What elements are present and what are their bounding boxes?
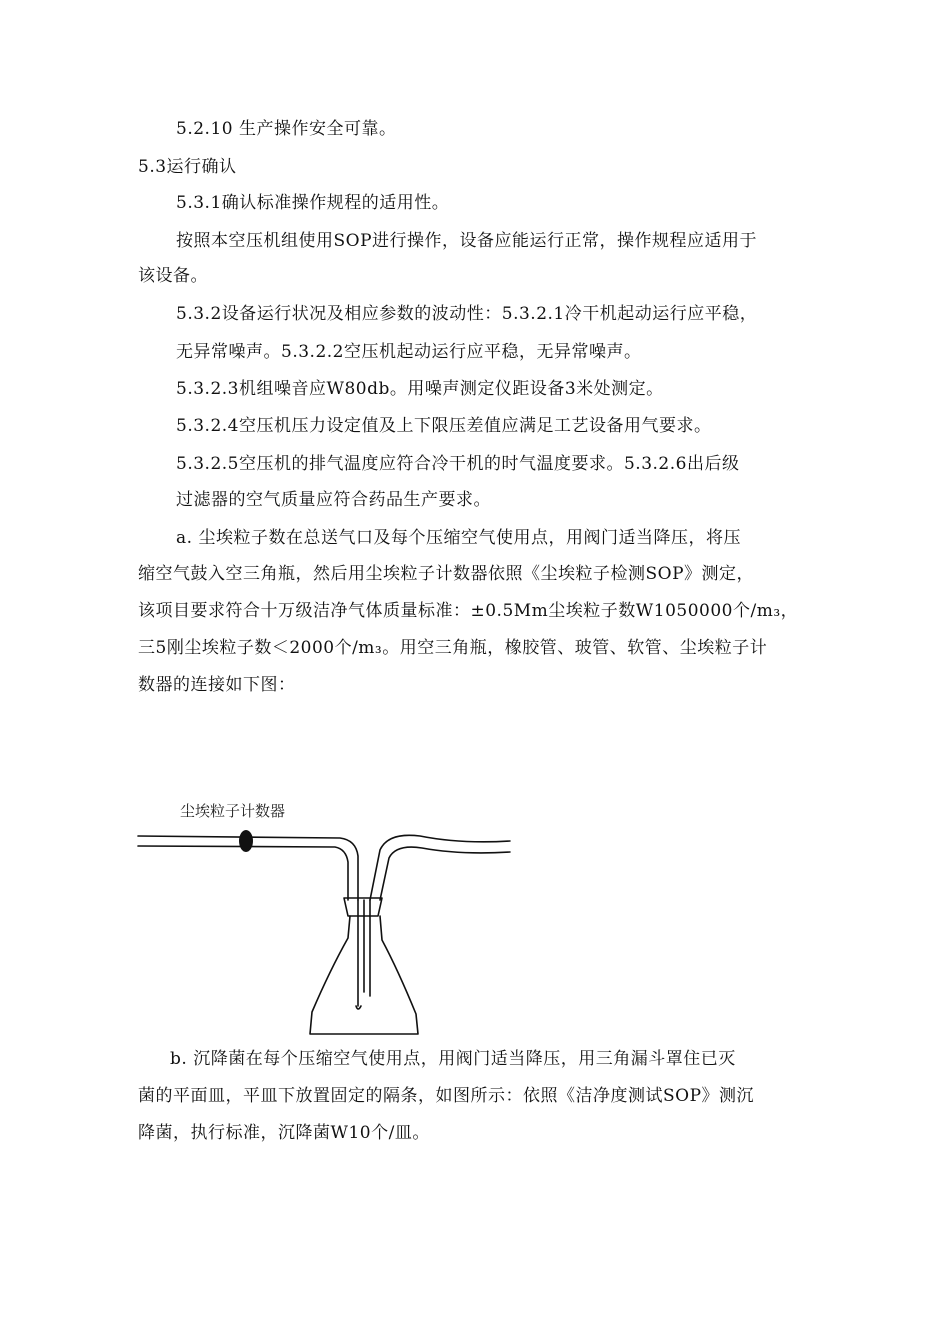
text-line: 无异常噪声。5.3.2.2空压机起动运行应平稳，无异常噪声。 bbox=[176, 342, 642, 362]
right-hose-outer bbox=[370, 835, 510, 900]
diagram-label: 尘埃粒子计数器 bbox=[180, 802, 286, 820]
stopper bbox=[344, 898, 382, 916]
text-line: 菌的平面皿，平皿下放置固定的隔条，如图所示：依照《洁净度测试SOP》测沉 bbox=[138, 1086, 755, 1106]
text-line: 该项目要求符合十万级洁净气体质量标准：±0.5Mm尘埃粒子数W1050000个/m₃， bbox=[138, 601, 799, 621]
text-line: 5.3.2.4空压机压力设定值及上下限压差值应满足工艺设备用气要求。 bbox=[176, 416, 712, 436]
text-line: 缩空气鼓入空三角瓶，然后用尘埃粒子计数器依照《尘埃粒子检测SOP》测定， bbox=[138, 564, 755, 584]
flask-diagram bbox=[130, 820, 520, 1040]
text-line: 5.3.2.3机组噪音应W80db。用噪声测定仪距设备3米处测定。 bbox=[176, 379, 664, 399]
hose-connector bbox=[239, 830, 253, 852]
text-line: 过滤器的空气质量应符合药品生产要求。 bbox=[176, 490, 491, 510]
right-hose-inner bbox=[380, 847, 510, 900]
text-line: 降菌，执行标准，沉降菌W10个/皿。 bbox=[138, 1123, 430, 1143]
text-line: 按照本空压机组使用SOP进行操作，设备应能运行正常，操作规程应适用于 bbox=[176, 231, 758, 251]
text-line: b. 沉降菌在每个压缩空气使用点，用阀门适当降压，用三角漏斗罩住已灭 bbox=[170, 1049, 736, 1069]
text-line: 5.3.2.5空压机的排气温度应符合冷干机的时气温度要求。5.3.2.6出后级 bbox=[176, 454, 740, 474]
text-line: a. 尘埃粒子数在总送气口及每个压缩空气使用点，用阀门适当降压，将压 bbox=[176, 528, 741, 548]
left-hose-inner bbox=[138, 846, 348, 900]
text-line: 5.3.2设备运行状况及相应参数的波动性：5.3.2.1冷干机起动运行应平稳， bbox=[176, 304, 758, 324]
text-line: 数器的连接如下图： bbox=[138, 675, 296, 695]
text-line: 5.2.10 生产操作安全可靠。 bbox=[176, 119, 397, 139]
section-heading: 5.3运行确认 bbox=[138, 157, 237, 177]
text-line: 三5刚尘埃粒子数＜2000个/m₃。用空三角瓶，橡胶管、玻管、软管、尘埃粒子计 bbox=[138, 638, 768, 658]
text-line: 5.3.1确认标准操作规程的适用性。 bbox=[176, 193, 450, 213]
text-line: 该设备。 bbox=[138, 266, 208, 286]
